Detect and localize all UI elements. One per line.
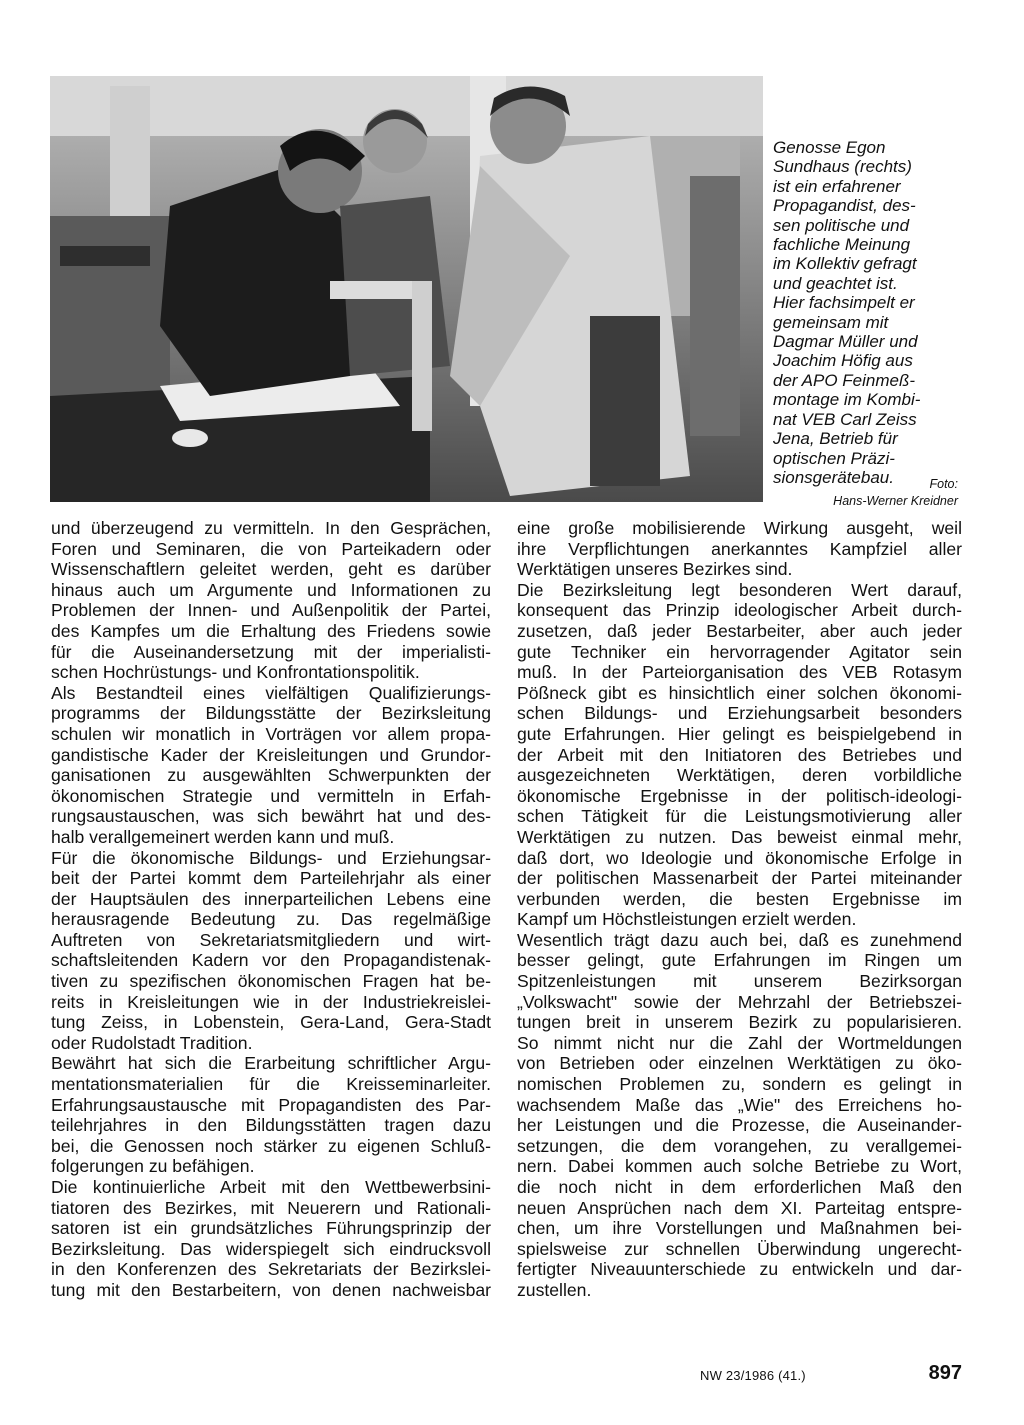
caption-line: der APO Feinmeß-	[773, 370, 916, 390]
text-line: eine große mobilisierende Wirkung ausgeht, weil	[517, 518, 962, 538]
text-line: So nimmt nicht nur die Zahl der Wortmeldungen	[517, 1032, 962, 1053]
text-line: der Hauptsäulen des innerparteilichen Lebens eine	[51, 888, 491, 909]
credit-label: Foto:	[929, 477, 958, 491]
text-line: beit der Partei kommt dem Parteilehrjahr als einer	[51, 868, 491, 889]
page-number: 897	[928, 1362, 962, 1384]
text-line: rungsaustauschen, was sich bewährt hat und des-	[51, 806, 491, 827]
text-line: ihre Verpflichtungen anerkanntes Kampfziel aller	[517, 538, 962, 559]
credit-name: Hans-Werner Kreidner	[833, 494, 958, 508]
text-line: hinaus auch um Argumente und Informationen zu	[51, 579, 491, 600]
photo-illustration	[50, 76, 763, 502]
caption-line: im Kollektiv gefragt	[773, 254, 917, 274]
caption-line: sionsgerätebau.	[773, 467, 894, 487]
text-line: muß. In der Parteiorganisation des VEB Rotasym	[517, 662, 962, 683]
text-line: Kampf um Höchstleistungen erzielt werden.	[517, 909, 857, 930]
text-line: schulen wir monatlich in Vorträgen vor allem propa-	[51, 723, 491, 744]
text-line: bei, die Genossen noch stärker zu eigenen Schluß-	[51, 1135, 491, 1156]
text-line: teilehrjahres in den Bildungsstätten tragen dazu	[51, 1115, 491, 1136]
text-line: spielsweise zur schnellen Überwindung ungerecht-	[517, 1238, 962, 1259]
text-line: her Leistungen und die Prozesse, die Auseinander-	[517, 1115, 962, 1136]
text-line: ökonomischen Strategie und vermitteln in Erfah-	[51, 785, 491, 806]
text-line: Erfahrungsaustausche mit Propagandisten des Par-	[51, 1094, 491, 1115]
text-line: in den Konferenzen des Sekretariats der Bezirkslei-	[51, 1259, 491, 1280]
text-line: programms der Bildungsstätte der Bezirksleitung	[51, 703, 491, 724]
caption-line: optischen Präzi-	[773, 448, 895, 468]
text-line: tung Zeiss, in Lobenstein, Gera-Land, Gera-Stadt	[51, 1012, 491, 1033]
text-line: die noch nicht in dem erforderlichen Maß den	[517, 1177, 962, 1197]
text-line: tungen breit in unserem Bezirk zu popularisieren.	[517, 1012, 962, 1033]
text-line: zusetzen, daß jeder Bestarbeiter, aber auch jeder	[517, 620, 962, 641]
text-line: reits in Kreisleitungen wie in der Industriekreislei-	[51, 991, 491, 1012]
text-line: und überzeugend zu vermitteln. In den Gesprächen,	[51, 518, 491, 538]
caption-line: gemeinsam mit	[773, 312, 889, 332]
article-column-right	[517, 518, 962, 1301]
text-line: herausragende Bedeutung zu. Das regelmäßige	[51, 909, 491, 930]
text-line: der politischen Massenarbeit der Partei miteinander	[517, 868, 962, 889]
caption-line: Jena, Betrieb für	[773, 429, 898, 449]
text-line: Als Bestandteil eines vielfältigen Qualifizierungs-	[51, 682, 491, 703]
text-line: folgerungen zu befähigen.	[51, 1156, 255, 1177]
text-line: Werktätigen unseres Bezirkes sind.	[517, 559, 793, 580]
text-line: Für die ökonomische Bildungs- und Erziehungsar-	[51, 847, 491, 868]
caption-line: montage im Kombi-	[773, 390, 921, 410]
caption-line: und geachtet ist.	[773, 273, 898, 293]
text-line: satoren ist ein grundsätzliches Führungsprinzip der	[51, 1218, 491, 1239]
text-line: Foren und Seminaren, die von Parteikadern oder	[51, 538, 491, 559]
text-line: tiven zu spezifischen ökonomischen Fragen hat be-	[51, 971, 491, 992]
caption-line: Propagandist, des-	[773, 196, 916, 216]
article-column-left	[51, 518, 491, 1301]
text-line: gute Erfahrungen. Hier gelingt es beispielgebend in	[517, 723, 962, 744]
article-photo	[50, 76, 763, 502]
text-line: nomischen Problemen zu, sondern es gelingt in	[517, 1074, 962, 1095]
text-line: schen Bildungs- und Erziehungsarbeit besonders	[517, 703, 962, 724]
text-line: der Arbeit mit den Initiatoren des Betriebes und	[517, 744, 962, 765]
text-line: gandistische Kader der Kreisleitungen und Grundor-	[51, 744, 491, 765]
caption-line: Dagmar Müller und	[773, 332, 918, 352]
text-line: Problemen der Innen- und Außenpolitik der Partei,	[51, 600, 491, 621]
text-line: des Kampfes um die Erhaltung des Friedens sowie	[51, 620, 491, 641]
text-line: nern. Dabei kommen auch solche Betriebe zu Wort,	[517, 1156, 962, 1177]
text-line: „Volkswacht" sowie der Mehrzahl der Betriebszei-	[517, 991, 962, 1012]
text-line: Auftreten von Sekretariatsmitgliedern und wirt-	[51, 929, 491, 950]
issue-reference: NW 23/1986 (41.)	[700, 1368, 806, 1383]
text-line: zustellen.	[517, 1279, 592, 1300]
caption-line: sen politische und	[773, 215, 910, 235]
text-line: neuen Ansprüchen nach dem XI. Parteitag entspre-	[517, 1197, 962, 1218]
text-line: gute Techniker ein hervorragender Agitator sein	[517, 641, 962, 662]
text-line: chen, um ihre Vorstellungen und Maßnahmen bei-	[517, 1218, 962, 1239]
text-line: schen Hochrüstungs- und Konfrontationspolitik.	[51, 662, 420, 683]
text-line: ganisationen zu ausgewählten Schwerpunkten der	[51, 765, 491, 786]
photo-caption	[773, 138, 973, 487]
caption-line: Genosse Egon	[773, 138, 886, 157]
text-line: tiatoren des Bezirkes, mit Neuerern und Rationali-	[51, 1197, 491, 1218]
text-line: Pößneck gibt es hinsichtlich einer solchen ökonomi-	[517, 682, 962, 703]
text-line: Wesentlich trägt dazu auch bei, daß es zunehmend	[517, 929, 962, 950]
text-line: halb verallgemeinert werden kann und muß.	[51, 826, 395, 847]
caption-line: Hier fachsimpelt er	[773, 293, 915, 313]
caption-line: Sundhaus (rechts)	[773, 157, 912, 177]
text-line: setzungen, die dem vorangehen, zu verallgemei-	[517, 1135, 962, 1156]
text-line: Werktätigen zu nutzen. Das beweist einmal mehr,	[517, 826, 962, 847]
caption-line: ist ein erfahrener	[773, 176, 901, 196]
text-line: von Betrieben oder einzelnen Werktätigen zu öko-	[517, 1053, 962, 1074]
text-line: tung mit den Bestarbeitern, von denen nachweisbar	[51, 1279, 491, 1300]
text-line: Die kontinuierliche Arbeit mit den Wettbewerbsini-	[51, 1177, 491, 1197]
text-line: Bewährt hat sich die Erarbeitung schriftlicher Argu-	[51, 1053, 491, 1074]
text-line: Bezirksleitung. Das widerspiegelt sich eindrucksvoll	[51, 1238, 491, 1259]
text-line: Wissenschaftlern geleitet werden, geht es darüber	[51, 559, 491, 580]
text-line: wachsendem Maße das „Wie" des Erreichens ho-	[517, 1094, 962, 1115]
text-line: für die Auseinandersetzung mit der imperialisti-	[51, 641, 491, 662]
text-line: daß dort, wo Ideologie und ökonomische Erfolge in	[517, 847, 962, 868]
text-line: konsequent das Prinzip ideologischer Arbeit durch-	[517, 600, 962, 621]
photo-credit	[833, 476, 958, 510]
caption-line: nat VEB Carl Zeiss	[773, 409, 917, 429]
text-line: oder Rudolstadt Tradition.	[51, 1032, 253, 1053]
text-line: ausgezeichneten Werktätigen, deren vorbildliche	[517, 765, 962, 786]
text-line: schen Tätigkeit für die Leistungsmotivierung aller	[517, 806, 962, 827]
text-line: Die Bezirksleitung legt besonderen Wert darauf,	[517, 579, 962, 600]
text-line: mentationsmaterialien für die Kreisseminarleiter.	[51, 1074, 491, 1095]
text-line: ökonomische Ergebnisse in der politisch-ideologi-	[517, 785, 962, 806]
page-footer	[700, 1362, 962, 1392]
caption-line: Joachim Höfig aus	[773, 351, 913, 371]
text-line: fertigter Niveauunterschiede zu entwickeln und dar-	[517, 1259, 962, 1280]
caption-line: fachliche Meinung	[773, 235, 911, 255]
text-line: verbunden werden, die besten Ergebnisse im	[517, 888, 962, 909]
text-line: besser gelingt, gute Erfahrungen im Ringen um	[517, 950, 962, 971]
text-line: schaftsleitenden Kadern vor den Propagandistenak-	[51, 950, 491, 971]
text-line: Spitzenleistungen mit unserem Bezirksorgan	[517, 971, 962, 992]
